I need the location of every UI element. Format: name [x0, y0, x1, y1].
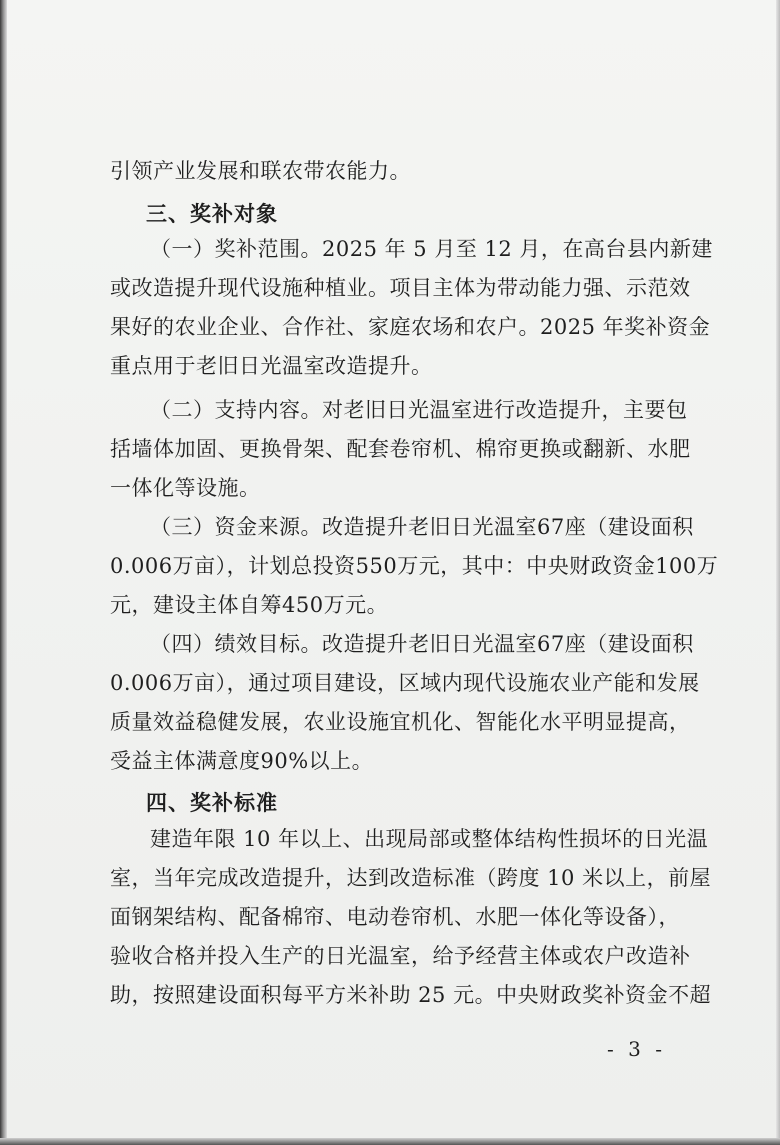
paragraph-3-line-3: 元，建设主体自筹450万元。	[110, 593, 389, 617]
paragraph-4-line-1: （四）绩效目标。改造提升老旧日光温室67座（建设面积	[150, 632, 694, 656]
body-line-1: 引领产业发展和联农带农能力。	[110, 159, 411, 183]
paragraph-1-line-1: （一）奖补范围。2025 年 5 月至 12 月，在高台县内新建	[150, 237, 713, 261]
paragraph-1-line-2: 或改造提升现代设施种植业。项目主体为带动能力强、示范效	[110, 276, 691, 300]
paragraph-5-line-2: 室，当年完成改造提升，达到改造标准（跨度 10 米以上，前屋	[110, 866, 712, 890]
paragraph-3-line-2: 0.006万亩），计划总投资550万元，其中：中央财政资金100万	[110, 554, 719, 578]
scan-left-edge	[0, 0, 7, 1145]
paragraph-5-line-3: 面钢架结构、配备棉帘、电动卷帘机、水肥一体化等设备），	[110, 905, 680, 929]
paragraph-1-line-3: 果好的农业企业、合作社、家庭农场和农户。2025 年奖补资金	[110, 315, 711, 339]
paragraph-3-line-1: （三）资金来源。改造提升老旧日光温室67座（建设面积	[150, 515, 694, 539]
paragraph-5-line-4: 验收合格并投入生产的日光温室，给予经营主体或农户改造补	[110, 944, 691, 968]
paragraph-5-line-1: 建造年限 10 年以上、出现局部或整体结构性损坏的日光温	[150, 827, 709, 851]
paragraph-2-line-2: 括墙体加固、更换骨架、配套卷帘机、棉帘更换或翻新、水肥	[110, 437, 691, 461]
paragraph-2-line-3: 一体化等设施。	[110, 476, 261, 500]
scan-bottom-edge	[0, 1138, 780, 1145]
paragraph-4-line-2: 0.006万亩），通过项目建设，区域内现代设施农业产能和发展	[110, 671, 700, 695]
section-heading-3: 三、奖补对象	[146, 202, 278, 226]
paragraph-2-line-1: （二）支持内容。对老旧日光温室进行改造提升，主要包	[150, 398, 688, 422]
section-heading-4: 四、奖补标准	[146, 791, 278, 815]
scan-right-edge	[776, 0, 780, 1145]
page-number: - 3 -	[607, 1037, 666, 1061]
paragraph-5-line-5: 助，按照建设面积每平方米补助 25 元。中央财政奖补资金不超	[110, 983, 712, 1007]
paragraph-1-line-4: 重点用于老旧日光温室改造提升。	[110, 354, 433, 378]
paragraph-4-line-4: 受益主体满意度90%以上。	[110, 749, 374, 773]
paragraph-4-line-3: 质量效益稳健发展，农业设施宜机化、智能化水平明显提高，	[110, 710, 691, 734]
